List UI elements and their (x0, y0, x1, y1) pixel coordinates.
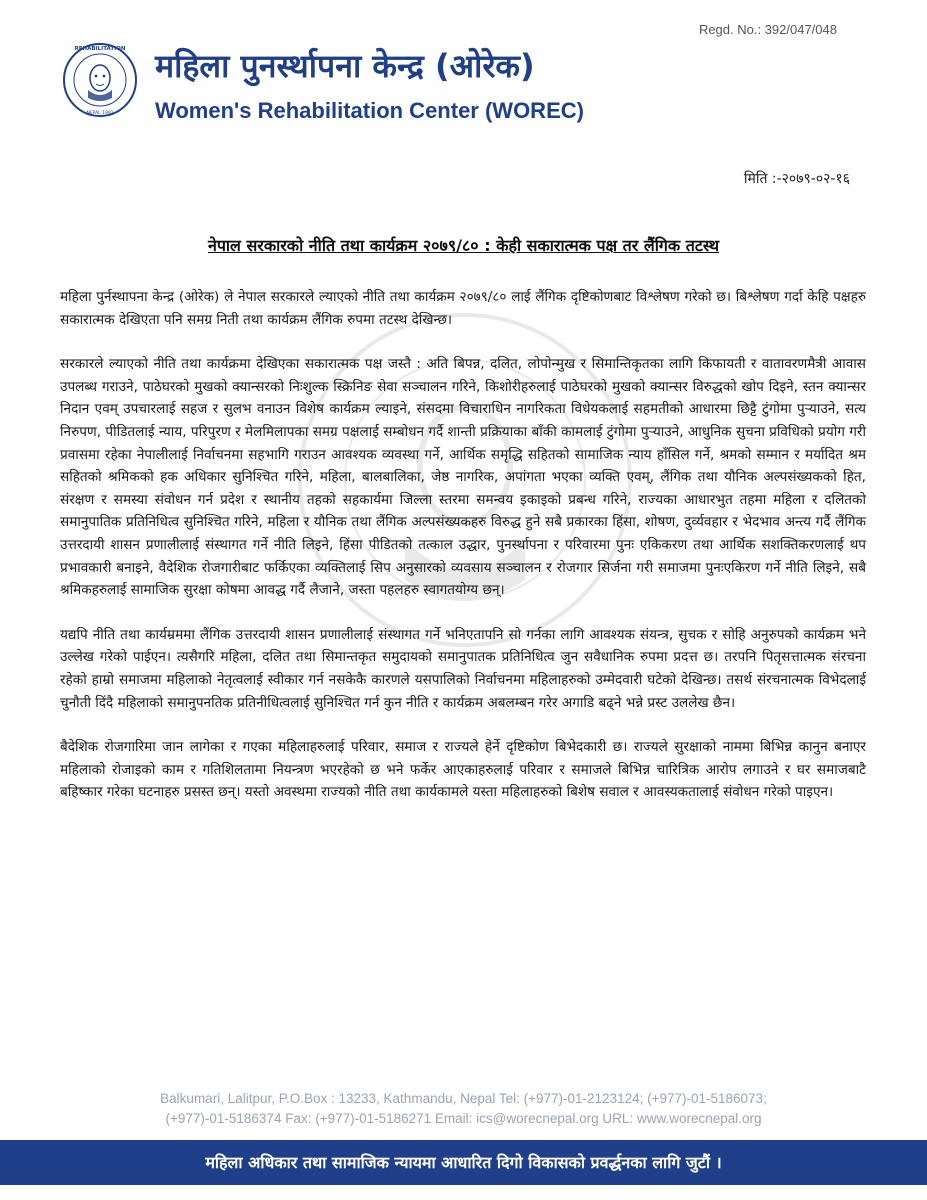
svg-text:NEPAL 1991: NEPAL 1991 (86, 111, 114, 116)
paragraph-foreign-employment: बैदेशिक रोजगारिमा जान लागेका र गएका महिलाहरुलाई परिवार, समाज र राज्यले हेर्ने दृष्टिकोण बिभेदकारी छ। राज्यले सुरक्षाको नाममा बिभिन्न कानुन बनाएर महिलाको रोजाइको काम र गतिशिलतामा नियन्त्रण भएरहेको छ भने फर्केर आएकाहरुलाई परिवार र समाजले बिभिन्न चारित्रिक आरोप लगाउने र घर समाजबाटै बहिष्कार गरेका घटनाहरु प्रसस्त छन्। यस्तो अवस्थमा राज्यको नीति तथा कार्यकामले यस्ता महिलाहरुको बिशेष सवाल र आवस्यकतालाई संवोधन गरेको पाइएन। (60, 739, 866, 801)
registration-number: Regd. No.: 392/047/048 (698, 22, 837, 37)
org-name-english: Women's Rehabilitation Center (WOREC) (155, 98, 584, 123)
footer-address-line-1: Balkumari, Lalitpur, P.O.Box : 13233, Kathmandu, Nepal Tel: (+977)-01-2123124; (+977)-01-5186073; (160, 1091, 767, 1106)
svg-text:REHABILITATION: REHABILITATION (74, 46, 126, 52)
paragraph-gender-gaps: यद्यपि नीति तथा कार्यम्रममा लैंगिक उत्तरदायी शासन प्रणालीलाई संस्थागत गर्ने भनिएतापनि सो गर्नका लागि आवश्यक संयन्त्र, सुचक र सोहि अनुरुपको कार्यक्रम भने उल्लेख गरेको पाईएन। त्यसैगरि महिला, दलित तथा सिमान्तकृत समुदायको समानुपातक प्रतिनिधित्व जुन सवैधानिक रुपमा प्रदत्त छ। तरपनि पितृसत्तात्मक संरचना रहेको हाम्रो समाजमा महिलाको नेतृत्वलाई स्वीकार गर्न नसकेकै कारणले यसपालिको निर्वाचनमा महिलाहरुको उम्मेदवारी घटेको देखिन्छ। तसर्थ संरचनात्मक विभेदलाई चुनौती दिंदै महिलाको समानुपनतिक प्रतिनीधित्वलाई सुनिश्चित गर्न कुन नीति र कार्यक्रम अबलम्बन गरेर अगाडि बढ्ने भन्ने प्रस्ट उललेख छैन। (60, 626, 866, 711)
worec-logo-icon (60, 38, 140, 124)
document-body (60, 286, 866, 826)
paragraph-intro: महिला पुर्नस्थापना केन्द्र (ओरेक) ले नेपाल सरकारले ल्याएको नीति तथा कार्यक्रम २०७९/८० लाई लैंगिक दृष्टिकोणबाट विश्लेषण गरेको छ। बिश्लेषण गर्दा केहि पक्षहरु सकारात्मक देखिएता पनि समग्र निती तथा कार्यक्रम लैंगिक रुपमा तटस्थ देखिन्छ। (60, 289, 866, 328)
footer-address (0, 1089, 927, 1129)
footer-address-line-2: (+977)-01-5186374 Fax: (+977)-01-5186271 Email: ics@worecnepal.org URL: www.worecnepal.org (165, 1111, 762, 1126)
org-name-nepali: महिला पुनर्स्थापना केन्द्र (ओरेक) (155, 47, 535, 85)
footer-slogan-bar (0, 1140, 927, 1185)
footer-slogan: महिला अधिकार तथा सामाजिक न्यायमा आधारित दिगो विकासको प्रवर्द्धनका लागि जुटौं । (205, 1153, 722, 1172)
date-line: मिति :-२०७९-०२-१६ (743, 171, 850, 187)
document-title: नेपाल सरकारको नीति तथा कार्यक्रम २०७९/८० : केही सकारात्मक पक्ष तर लैंगिक तटस्थ (207, 236, 720, 255)
paragraph-positive-aspects: सरकारले ल्याएको नीति तथा कार्यक्रमा देखिएका सकारात्मक पक्ष जस्तै : अति बिपन्न, दलित, लोपोन्मुख र सिमान्तिकृतका लागि किफायती र वातावरणमैत्री आवास उपलब्ध गराउने, पाठेघरको मुखको क्यान्सरको निःशुल्क स्क्रिनिङ सेवा सञ्चालन गरिने, किशोरीहरुलाई पाठेघरको मुखको क्यान्सर विरुद्धको खोप दिइने, स्तन क्यान्सर निदान एवम् उपचारलाई सहज र सुलभ वनाउन विशेष कार्यक्रम ल्याइने, संसदमा विचाराधिन नागरिकता विधेयकलाई सहमतीको आधारमा छिट्टै टुंगोमा पुऱ्याउने, सत्य निरुपण, पीडितलाई न्याय, परिपुरण र मेलमिलापका समग्र पक्षलाई सम्बोधन गर्दै शान्ती प्रक्रियाका बाँकी कामलाई टुंगोमा पुऱ्याउने, आधुनिक सुचना प्रविधिको प्रयोग गरी प्रवासमा रहेका नेपालीलाई निर्वाचनमा सहभागि गराउन आवश्यक व्यवस्था गर्ने, आर्थिक समृद्धि सहितको सामाजिक न्याय हाँसिल गर्ने, श्रमको सम्मान र मर्यादित श्रम सहितको श्रमिकको हक अधिकार सुनिश्चित गरिने, महिला, बालबालिका, जेष्ठ नागरिक, अपांगता भएका व्यक्ति एवम्, लैंगिक तथा यौनिक अल्पसंख्यकको हित, संरक्षण र समस्या संवोधन गर्न प्रदेश र स्थानीय तहको सहकार्यमा जिल्ला स्तरमा समन्वय इकाइको प्रबन्ध गरिने, राज्यका आधारभुत तहमा महिला र दलितको समानुपातिक प्रतिनिधित्व सुनिश्चित गरिने, महिला र यौनिक तथा लैंगिक अल्पसंख्यकहरु विरुद्ध हुने सबै प्रकारका हिंसा, शोषण, दुर्व्यवहार र भेदभाव अन्त्य गर्दै लैंगिक उत्तरदायी शासन प्रणालीलाई संस्थागत गर्ने नीति लिइने, हिंसा पीडितको तत्काल उद्धार, पुनर्स्थापना र परिवारमा पुनः एकिकरण तथा आर्थिक सशक्तिकरणलाई थप प्रभावकारी बनाइने, वैदेशिक रोजगारीबाट फर्किएका व्यक्तिलाई सिप अनुसारको व्यवसाय सञ्चालन र रोजगार सिर्जना गरी समाजमा पुनःएकिरण गर्ने नीति लिइने, सबै श्रमिकहरुलाई सामाजिक सुरक्षा कोषमा आवद्ध गर्दै लैजाने, जस्ता पहलहरु स्वागतयोग्य छन्। (60, 356, 866, 599)
